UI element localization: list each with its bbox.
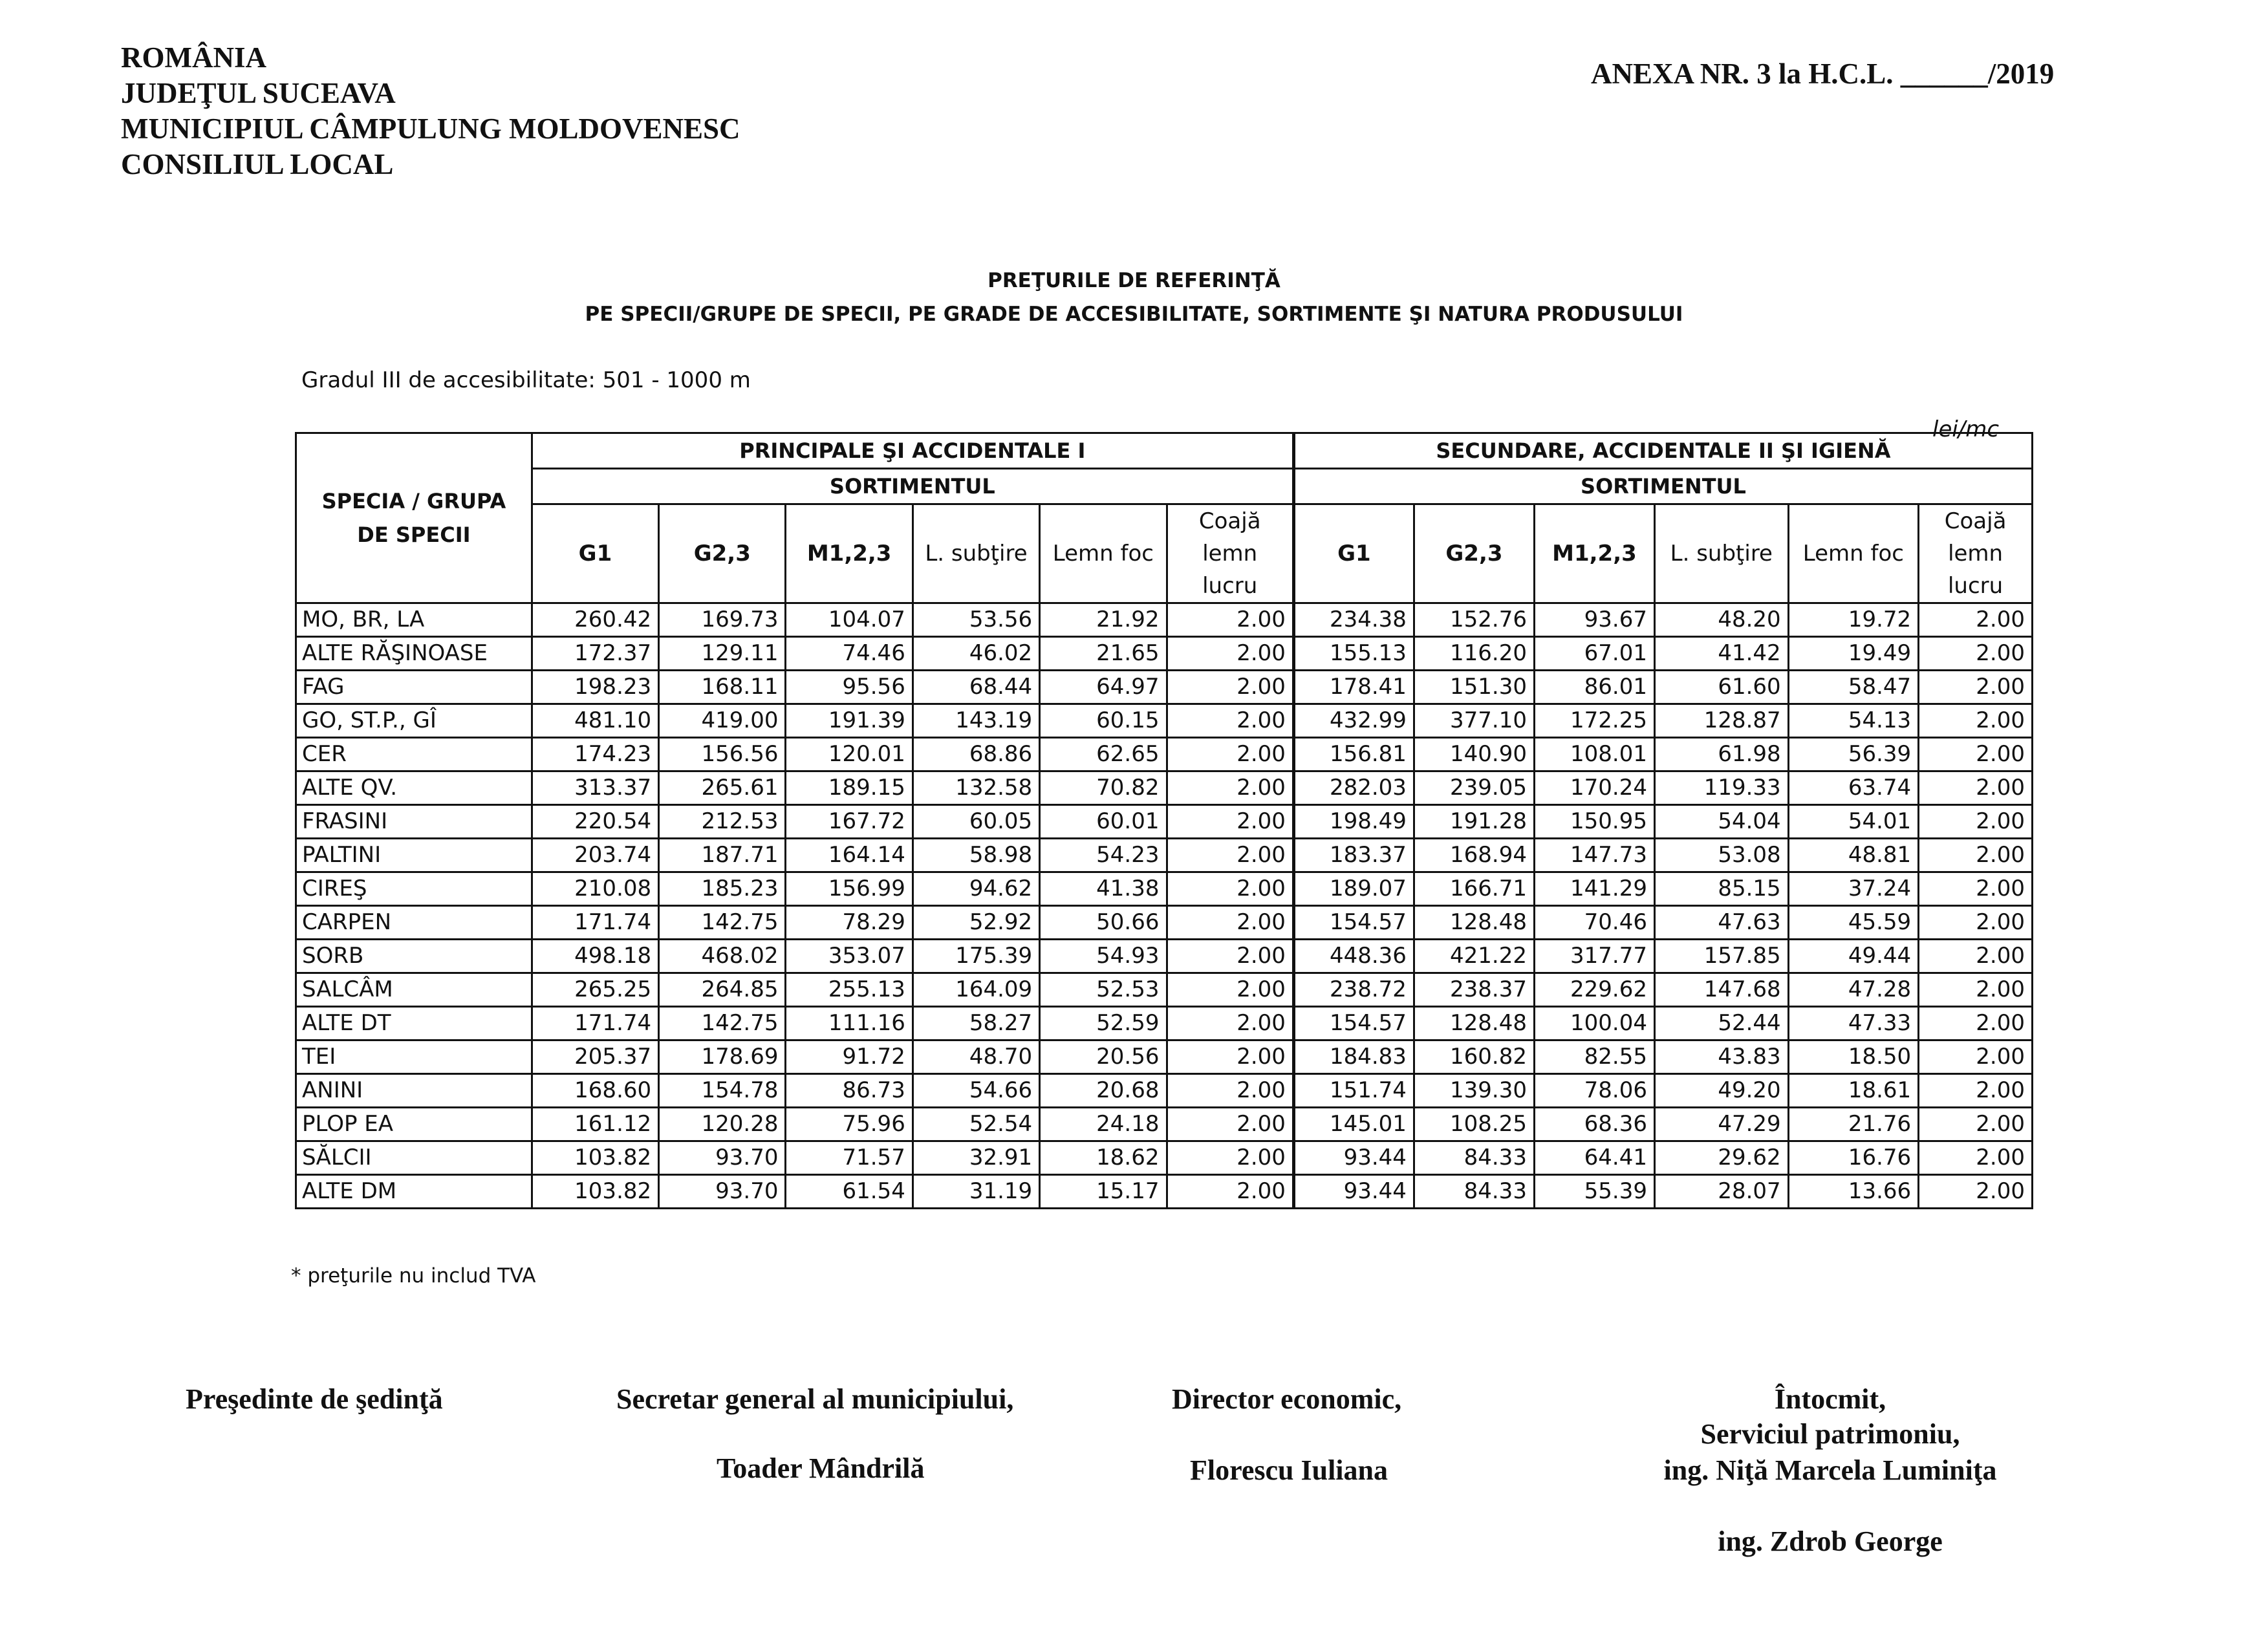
principal-price-cell: 353.07: [786, 940, 913, 973]
secondary-price-cell: 52.44: [1654, 1007, 1788, 1040]
secondary-price-cell: 157.85: [1654, 940, 1788, 973]
secondary-price-cell: 184.83: [1293, 1040, 1414, 1074]
principal-price-cell: 220.54: [532, 805, 658, 839]
col-header-m123: M1,2,3: [786, 504, 913, 603]
principal-price-cell: 265.25: [532, 973, 658, 1007]
principal-price-cell: 313.37: [532, 771, 658, 805]
principal-price-cell: 60.05: [913, 805, 1039, 839]
secondary-price-cell: 108.25: [1414, 1108, 1534, 1141]
principal-price-cell: 48.70: [913, 1040, 1039, 1074]
species-cell: CIREŞ: [296, 872, 532, 906]
col-header-g23: G2,3: [1414, 504, 1534, 603]
secondary-price-cell: 155.13: [1293, 637, 1414, 671]
secondary-price-cell: 2.00: [1919, 1108, 2033, 1141]
principal-price-cell: 171.74: [532, 1007, 658, 1040]
secondary-price-cell: 63.74: [1788, 771, 1919, 805]
principal-price-cell: 54.66: [913, 1074, 1039, 1108]
species-cell: TEI: [296, 1040, 532, 1074]
principal-price-cell: 20.56: [1040, 1040, 1167, 1074]
secondary-price-cell: 85.15: [1654, 872, 1788, 906]
secondary-price-cell: 19.72: [1788, 603, 1919, 637]
secondary-price-cell: 317.77: [1534, 940, 1654, 973]
secondary-price-cell: 128.48: [1414, 906, 1534, 940]
principal-price-cell: 260.42: [532, 603, 658, 637]
secondary-price-cell: 84.33: [1414, 1141, 1534, 1175]
species-cell: CARPEN: [296, 906, 532, 940]
table-row: [296, 671, 2033, 704]
secondary-price-cell: 78.06: [1534, 1074, 1654, 1108]
principal-price-cell: 58.27: [913, 1007, 1039, 1040]
secondary-price-cell: 2.00: [1919, 940, 2033, 973]
secondary-price-cell: 84.33: [1414, 1175, 1534, 1209]
secondary-price-cell: 2.00: [1919, 603, 2033, 637]
principal-price-cell: 468.02: [659, 940, 786, 973]
secondary-price-cell: 128.48: [1414, 1007, 1534, 1040]
secondary-price-cell: 13.66: [1788, 1175, 1919, 1209]
secondary-price-cell: 234.38: [1293, 603, 1414, 637]
principal-price-cell: 53.56: [913, 603, 1039, 637]
secondary-price-cell: 67.01: [1534, 637, 1654, 671]
secondary-price-cell: 377.10: [1414, 704, 1534, 738]
principal-price-cell: 169.73: [659, 603, 786, 637]
secondary-price-cell: 47.63: [1654, 906, 1788, 940]
secondary-price-cell: 49.44: [1788, 940, 1919, 973]
secondary-price-cell: 140.90: [1414, 738, 1534, 771]
col-header-g1: G1: [532, 504, 658, 603]
principal-price-cell: 50.66: [1040, 906, 1167, 940]
principal-price-cell: 189.15: [786, 771, 913, 805]
secondary-price-cell: 49.20: [1654, 1074, 1788, 1108]
footnote: * preţurile nu includ TVA: [291, 1264, 536, 1288]
principal-price-cell: 2.00: [1167, 704, 1293, 738]
secondary-price-cell: 70.46: [1534, 906, 1654, 940]
secondary-price-cell: 128.87: [1654, 704, 1788, 738]
secondary-price-cell: 93.67: [1534, 603, 1654, 637]
secondary-price-cell: 145.01: [1293, 1108, 1414, 1141]
table-row: [296, 704, 2033, 738]
secondary-price-cell: 56.39: [1788, 738, 1919, 771]
secondary-price-cell: 64.41: [1534, 1141, 1654, 1175]
secondary-price-cell: 2.00: [1919, 906, 2033, 940]
secondary-price-cell: 229.62: [1534, 973, 1654, 1007]
species-cell: PLOP EA: [296, 1108, 532, 1141]
secondary-price-cell: 2.00: [1919, 738, 2033, 771]
secondary-price-cell: 170.24: [1534, 771, 1654, 805]
principal-price-cell: 93.70: [659, 1175, 786, 1209]
principal-price-cell: 164.14: [786, 839, 913, 872]
col-header-l-subtire: L. subţire: [1654, 504, 1788, 603]
principal-price-cell: 2.00: [1167, 839, 1293, 872]
principal-price-cell: 167.72: [786, 805, 913, 839]
annex-reference: ANEXA NR. 3 la H.C.L. ______/2019: [1591, 58, 2055, 90]
principal-price-cell: 58.98: [913, 839, 1039, 872]
secondary-price-cell: 43.83: [1654, 1040, 1788, 1074]
secondary-price-cell: 48.20: [1654, 603, 1788, 637]
principal-price-cell: 24.18: [1040, 1108, 1167, 1141]
col-header-coaja: Coajă lemn lucru: [1919, 504, 2033, 603]
principal-price-cell: 2.00: [1167, 973, 1293, 1007]
secondary-price-cell: 93.44: [1293, 1175, 1414, 1209]
secondary-price-cell: 61.60: [1654, 671, 1788, 704]
signature-prepared-name-1: ing. Niţă Marcela Luminiţa: [1663, 1454, 1997, 1486]
secondary-price-cell: 54.04: [1654, 805, 1788, 839]
principal-price-cell: 70.82: [1040, 771, 1167, 805]
principal-price-cell: 2.00: [1167, 872, 1293, 906]
col-header-m123: M1,2,3: [1534, 504, 1654, 603]
title-line-1: PREŢURILE DE REFERINŢĂ: [988, 269, 1280, 292]
species-cell: GO, ST.P., GÎ: [296, 704, 532, 738]
secondary-price-cell: 108.01: [1534, 738, 1654, 771]
principal-price-cell: 60.01: [1040, 805, 1167, 839]
principal-price-cell: 212.53: [659, 805, 786, 839]
secondary-price-cell: 183.37: [1293, 839, 1414, 872]
secondary-price-cell: 37.24: [1788, 872, 1919, 906]
principal-price-cell: 68.44: [913, 671, 1039, 704]
species-cell: ALTE QV.: [296, 771, 532, 805]
species-cell: FAG: [296, 671, 532, 704]
principal-price-cell: 93.70: [659, 1141, 786, 1175]
secondary-price-cell: 29.62: [1654, 1141, 1788, 1175]
species-cell: SALCÂM: [296, 973, 532, 1007]
secondary-price-cell: 47.29: [1654, 1108, 1788, 1141]
principal-price-cell: 61.54: [786, 1175, 913, 1209]
secondary-price-cell: 191.28: [1414, 805, 1534, 839]
secondary-price-cell: 54.13: [1788, 704, 1919, 738]
principal-price-cell: 187.71: [659, 839, 786, 872]
secondary-price-cell: 16.76: [1788, 1141, 1919, 1175]
principal-price-cell: 264.85: [659, 973, 786, 1007]
principal-price-cell: 20.68: [1040, 1074, 1167, 1108]
principal-price-cell: 419.00: [659, 704, 786, 738]
principal-price-cell: 265.61: [659, 771, 786, 805]
secondary-price-cell: 139.30: [1414, 1074, 1534, 1108]
principal-price-cell: 142.75: [659, 1007, 786, 1040]
principal-price-cell: 71.57: [786, 1141, 913, 1175]
secondary-price-cell: 116.20: [1414, 637, 1534, 671]
species-cell: ALTE DT: [296, 1007, 532, 1040]
prices-table: [295, 432, 2033, 1209]
secondary-price-cell: 93.44: [1293, 1141, 1414, 1175]
principal-price-cell: 46.02: [913, 637, 1039, 671]
table-row: [296, 738, 2033, 771]
secondary-price-cell: 58.47: [1788, 671, 1919, 704]
principal-price-cell: 54.93: [1040, 940, 1167, 973]
principal-price-cell: 120.28: [659, 1108, 786, 1141]
principal-price-cell: 132.58: [913, 771, 1039, 805]
principal-price-cell: 154.78: [659, 1074, 786, 1108]
secondary-price-cell: 448.36: [1293, 940, 1414, 973]
principal-price-cell: 498.18: [532, 940, 658, 973]
species-cell: SĂLCII: [296, 1141, 532, 1175]
principal-price-cell: 2.00: [1167, 738, 1293, 771]
principal-price-cell: 91.72: [786, 1040, 913, 1074]
principal-price-cell: 103.82: [532, 1141, 658, 1175]
secondary-price-cell: 166.71: [1414, 872, 1534, 906]
secondary-price-cell: 2.00: [1919, 1175, 2033, 1209]
col-header-coaja: Coajă lemn lucru: [1167, 504, 1293, 603]
secondary-price-cell: 2.00: [1919, 704, 2033, 738]
secondary-price-cell: 2.00: [1919, 1040, 2033, 1074]
species-cell: ALTE RĂŞINOASE: [296, 637, 532, 671]
species-cell: SORB: [296, 940, 532, 973]
principal-price-cell: 481.10: [532, 704, 658, 738]
secondary-price-cell: 160.82: [1414, 1040, 1534, 1074]
secondary-price-cell: 168.94: [1414, 839, 1534, 872]
principal-price-cell: 54.23: [1040, 839, 1167, 872]
issuer-council: CONSILIUL LOCAL: [121, 148, 394, 180]
principal-price-cell: 62.65: [1040, 738, 1167, 771]
principal-price-cell: 185.23: [659, 872, 786, 906]
principal-price-cell: 171.74: [532, 906, 658, 940]
table-row: [296, 1007, 2033, 1040]
principal-price-cell: 172.37: [532, 637, 658, 671]
principal-price-cell: 168.60: [532, 1074, 658, 1108]
principal-price-cell: 255.13: [786, 973, 913, 1007]
secondary-price-cell: 154.57: [1293, 906, 1414, 940]
principal-price-cell: 15.17: [1040, 1175, 1167, 1209]
principal-price-cell: 31.19: [913, 1175, 1039, 1209]
secondary-price-cell: 53.08: [1654, 839, 1788, 872]
table-row: [296, 973, 2033, 1007]
principal-price-cell: 2.00: [1167, 1141, 1293, 1175]
table-body: [296, 603, 2033, 1209]
table-row: [296, 805, 2033, 839]
secondary-price-cell: 432.99: [1293, 704, 1414, 738]
principal-price-cell: 52.53: [1040, 973, 1167, 1007]
secondary-price-cell: 239.05: [1414, 771, 1534, 805]
secondary-price-cell: 151.30: [1414, 671, 1534, 704]
principal-price-cell: 52.92: [913, 906, 1039, 940]
secondary-price-cell: 54.01: [1788, 805, 1919, 839]
secondary-price-cell: 2.00: [1919, 872, 2033, 906]
principal-price-cell: 111.16: [786, 1007, 913, 1040]
secondary-price-cell: 18.50: [1788, 1040, 1919, 1074]
principal-price-cell: 2.00: [1167, 940, 1293, 973]
secondary-price-cell: 68.36: [1534, 1108, 1654, 1141]
principal-price-cell: 198.23: [532, 671, 658, 704]
principal-price-cell: 2.00: [1167, 1007, 1293, 1040]
secondary-price-cell: 28.07: [1654, 1175, 1788, 1209]
secondary-price-cell: 2.00: [1919, 671, 2033, 704]
signature-secretary-title: Secretar general al municipiului,: [616, 1383, 1014, 1415]
secondary-price-cell: 41.42: [1654, 637, 1788, 671]
principal-price-cell: 203.74: [532, 839, 658, 872]
principal-price-cell: 103.82: [532, 1175, 658, 1209]
secondary-price-cell: 2.00: [1919, 1141, 2033, 1175]
table-row: [296, 771, 2033, 805]
table-row: [296, 839, 2033, 872]
principal-price-cell: 156.99: [786, 872, 913, 906]
secondary-price-cell: 2.00: [1919, 771, 2033, 805]
table-row: [296, 603, 2033, 637]
secondary-price-cell: 47.33: [1788, 1007, 1919, 1040]
principal-price-cell: 175.39: [913, 940, 1039, 973]
species-cell: ANINI: [296, 1074, 532, 1108]
table-row: [296, 906, 2033, 940]
principal-price-cell: 21.92: [1040, 603, 1167, 637]
principal-price-cell: 78.29: [786, 906, 913, 940]
secondary-price-cell: 172.25: [1534, 704, 1654, 738]
group-secondary-header: SECUNDARE, ACCIDENTALE II ŞI IGIENĂ: [1293, 433, 2032, 469]
principal-price-cell: 142.75: [659, 906, 786, 940]
signature-director-name: Florescu Iuliana: [1190, 1454, 1388, 1486]
principal-price-cell: 2.00: [1167, 1040, 1293, 1074]
principal-price-cell: 60.15: [1040, 704, 1167, 738]
principal-price-cell: 156.56: [659, 738, 786, 771]
secondary-price-cell: 21.76: [1788, 1108, 1919, 1141]
sortiment-header-principal: SORTIMENTUL: [532, 469, 1293, 504]
principal-price-cell: 168.11: [659, 671, 786, 704]
principal-price-cell: 18.62: [1040, 1141, 1167, 1175]
secondary-price-cell: 61.98: [1654, 738, 1788, 771]
principal-price-cell: 21.65: [1040, 637, 1167, 671]
table-row: [296, 940, 2033, 973]
table-row: [296, 1108, 2033, 1141]
secondary-price-cell: 152.76: [1414, 603, 1534, 637]
secondary-price-cell: 238.37: [1414, 973, 1534, 1007]
col-header-g23: G2,3: [659, 504, 786, 603]
signature-president-title: Preşedinte de şedinţă: [186, 1383, 443, 1415]
signature-prepared-department: Serviciul patrimoniu,: [1700, 1418, 1960, 1450]
table-row: [296, 1141, 2033, 1175]
principal-price-cell: 52.59: [1040, 1007, 1167, 1040]
secondary-price-cell: 238.72: [1293, 973, 1414, 1007]
secondary-price-cell: 282.03: [1293, 771, 1414, 805]
col-header-lemn-foc: Lemn foc: [1040, 504, 1167, 603]
table-row: [296, 872, 2033, 906]
signature-prepared-name-2: ing. Zdrob George: [1718, 1525, 1943, 1557]
title-line-2: PE SPECII/GRUPE DE SPECII, PE GRADE DE ACCESIBILITATE, SORTIMENTE ŞI NATURA PRODUSULUI: [585, 303, 1683, 326]
secondary-price-cell: 18.61: [1788, 1074, 1919, 1108]
principal-price-cell: 32.91: [913, 1141, 1039, 1175]
signature-secretary-name: Toader Mândrilă: [717, 1452, 925, 1484]
principal-price-cell: 2.00: [1167, 603, 1293, 637]
document-title: [0, 264, 2268, 331]
principal-price-cell: 2.00: [1167, 906, 1293, 940]
principal-price-cell: 74.46: [786, 637, 913, 671]
principal-price-cell: 129.11: [659, 637, 786, 671]
issuer-municipality: MUNICIPIUL CÂMPULUNG MOLDOVENESC: [121, 113, 740, 145]
principal-price-cell: 164.09: [913, 973, 1039, 1007]
secondary-price-cell: 154.57: [1293, 1007, 1414, 1040]
issuer-county: JUDEŢUL SUCEAVA: [121, 77, 396, 109]
principal-price-cell: 95.56: [786, 671, 913, 704]
species-cell: MO, BR, LA: [296, 603, 532, 637]
secondary-price-cell: 2.00: [1919, 805, 2033, 839]
unit-label: lei/mc: [1932, 416, 2000, 442]
species-cell: CER: [296, 738, 532, 771]
secondary-price-cell: 147.73: [1534, 839, 1654, 872]
principal-price-cell: 191.39: [786, 704, 913, 738]
accessibility-grade: Gradul III de accesibilitate: 501 - 1000 m: [301, 367, 751, 393]
secondary-price-cell: 100.04: [1534, 1007, 1654, 1040]
species-cell: ALTE DM: [296, 1175, 532, 1209]
secondary-price-cell: 2.00: [1919, 1074, 2033, 1108]
table-row: [296, 1074, 2033, 1108]
principal-price-cell: 2.00: [1167, 771, 1293, 805]
principal-price-cell: 120.01: [786, 738, 913, 771]
secondary-price-cell: 82.55: [1534, 1040, 1654, 1074]
group-principal-header: PRINCIPALE ŞI ACCIDENTALE I: [532, 433, 1293, 469]
issuer-block: [121, 40, 740, 182]
principal-price-cell: 68.86: [913, 738, 1039, 771]
secondary-price-cell: 178.41: [1293, 671, 1414, 704]
signature-director-title: Director economic,: [1172, 1383, 1402, 1415]
secondary-price-cell: 2.00: [1919, 839, 2033, 872]
principal-price-cell: 143.19: [913, 704, 1039, 738]
principal-price-cell: 161.12: [532, 1108, 658, 1141]
secondary-price-cell: 19.49: [1788, 637, 1919, 671]
secondary-price-cell: 48.81: [1788, 839, 1919, 872]
principal-price-cell: 174.23: [532, 738, 658, 771]
secondary-price-cell: 2.00: [1919, 1007, 2033, 1040]
principal-price-cell: 2.00: [1167, 1175, 1293, 1209]
principal-price-cell: 210.08: [532, 872, 658, 906]
secondary-price-cell: 189.07: [1293, 872, 1414, 906]
sortiment-header-secondary: SORTIMENTUL: [1293, 469, 2032, 504]
secondary-price-cell: 147.68: [1654, 973, 1788, 1007]
principal-price-cell: 94.62: [913, 872, 1039, 906]
principal-price-cell: 178.69: [659, 1040, 786, 1074]
secondary-price-cell: 151.74: [1293, 1074, 1414, 1108]
secondary-price-cell: 55.39: [1534, 1175, 1654, 1209]
principal-price-cell: 75.96: [786, 1108, 913, 1141]
principal-price-cell: 205.37: [532, 1040, 658, 1074]
signature-prepared-title: Întocmit,: [1774, 1383, 1886, 1415]
table-header: [296, 433, 2033, 603]
principal-price-cell: 2.00: [1167, 671, 1293, 704]
secondary-price-cell: 45.59: [1788, 906, 1919, 940]
principal-price-cell: 2.00: [1167, 1108, 1293, 1141]
species-cell: FRASINI: [296, 805, 532, 839]
secondary-price-cell: 47.28: [1788, 973, 1919, 1007]
principal-price-cell: 86.73: [786, 1074, 913, 1108]
secondary-price-cell: 156.81: [1293, 738, 1414, 771]
principal-price-cell: 2.00: [1167, 637, 1293, 671]
secondary-price-cell: 421.22: [1414, 940, 1534, 973]
secondary-price-cell: 150.95: [1534, 805, 1654, 839]
issuer-country: ROMÂNIA: [121, 41, 266, 74]
species-column-header: SPECIA / GRUPA DE SPECII: [296, 433, 532, 603]
principal-price-cell: 2.00: [1167, 805, 1293, 839]
secondary-price-cell: 2.00: [1919, 973, 2033, 1007]
principal-price-cell: 52.54: [913, 1108, 1039, 1141]
principal-price-cell: 64.97: [1040, 671, 1167, 704]
table-row: [296, 1175, 2033, 1209]
table-row: [296, 637, 2033, 671]
principal-price-cell: 2.00: [1167, 1074, 1293, 1108]
species-cell: PALTINI: [296, 839, 532, 872]
secondary-price-cell: 119.33: [1654, 771, 1788, 805]
secondary-price-cell: 141.29: [1534, 872, 1654, 906]
table-row: [296, 1040, 2033, 1074]
secondary-price-cell: 198.49: [1293, 805, 1414, 839]
principal-price-cell: 104.07: [786, 603, 913, 637]
principal-price-cell: 41.38: [1040, 872, 1167, 906]
col-header-l-subtire: L. subţire: [913, 504, 1039, 603]
secondary-price-cell: 2.00: [1919, 637, 2033, 671]
col-header-lemn-foc: Lemn foc: [1788, 504, 1919, 603]
col-header-g1: G1: [1293, 504, 1414, 603]
secondary-price-cell: 86.01: [1534, 671, 1654, 704]
